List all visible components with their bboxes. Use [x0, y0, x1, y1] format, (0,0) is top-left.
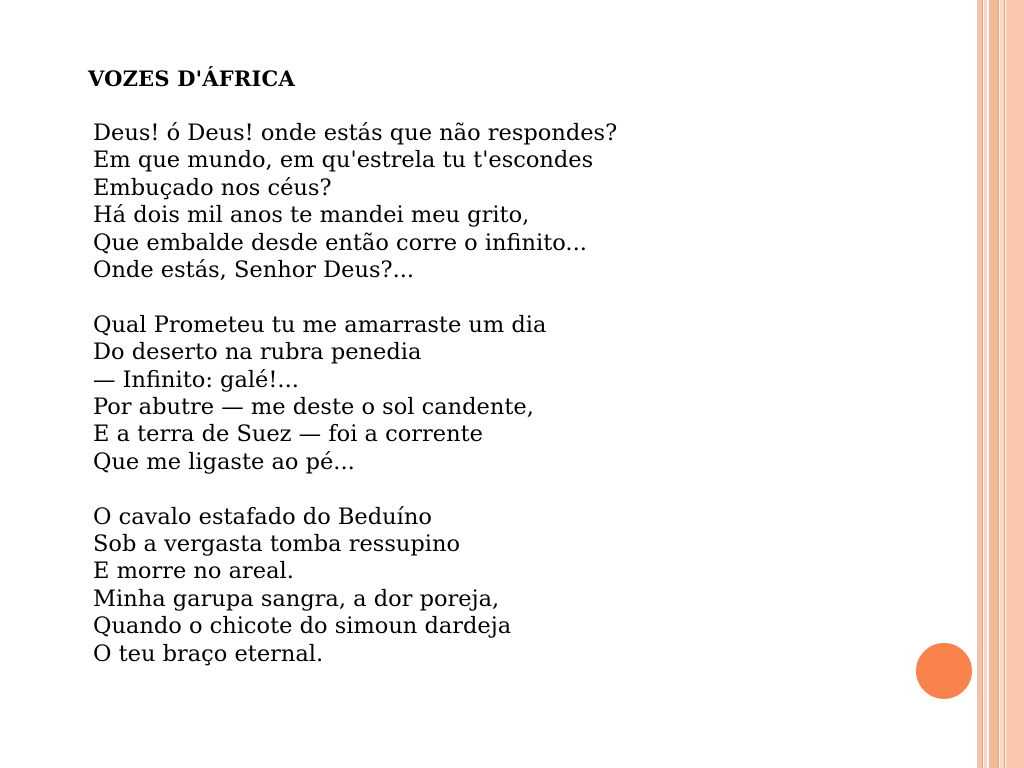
verse-line: Onde estás, Senhor Deus?...: [93, 257, 415, 284]
verse-line: Quando o chicote do simoun dardeja: [93, 613, 512, 640]
verse-line: Sob a vergasta tomba ressupino: [93, 531, 461, 558]
decorative-stripe: [984, 0, 987, 768]
slide-title: VOZES D'ÁFRICA: [88, 66, 295, 91]
verse-line: O teu braço eternal.: [93, 640, 324, 667]
verse-line: Qual Prometeu tu me amarraste um dia: [93, 311, 547, 338]
stanza-3: [93, 504, 853, 668]
verse-line: Em que mundo, em qu'estrela tu t'escondes: [93, 147, 594, 174]
verse-line: E a terra de Suez — foi a corrente: [93, 421, 483, 448]
poem-body: [93, 120, 853, 695]
stanza-1: [93, 120, 853, 284]
verse-line: Que embalde desde então corre o infinito...: [93, 229, 587, 256]
verse-line: Por abutre — me deste o sol candente,: [93, 394, 534, 421]
verse-line: O cavalo estafado do Beduíno: [93, 503, 432, 530]
verse-line: Há dois mil anos te mandei meu grito,: [93, 202, 530, 229]
verse-line: Que me ligaste ao pé...: [93, 448, 355, 475]
decorative-stripe-line: [1004, 0, 1005, 768]
verse-line: E morre no areal.: [93, 558, 294, 585]
decorative-stripe: [1006, 0, 1024, 768]
verse-line: Embuçado nos céus?: [93, 174, 332, 201]
verse-line: — Infinito: galé!...: [93, 366, 299, 393]
decorative-stripe-line: [982, 0, 983, 768]
decorative-stripe-line: [998, 0, 999, 768]
verse-line: Do deserto na rubra penedia: [93, 339, 422, 366]
verse-line: Minha garupa sangra, a dor poreja,: [93, 585, 500, 612]
decorative-stripe: [989, 0, 998, 768]
accent-circle: [913, 640, 975, 702]
stanza-2: [93, 312, 853, 476]
verse-line: Deus! ó Deus! onde estás que não respondes?: [93, 120, 618, 146]
